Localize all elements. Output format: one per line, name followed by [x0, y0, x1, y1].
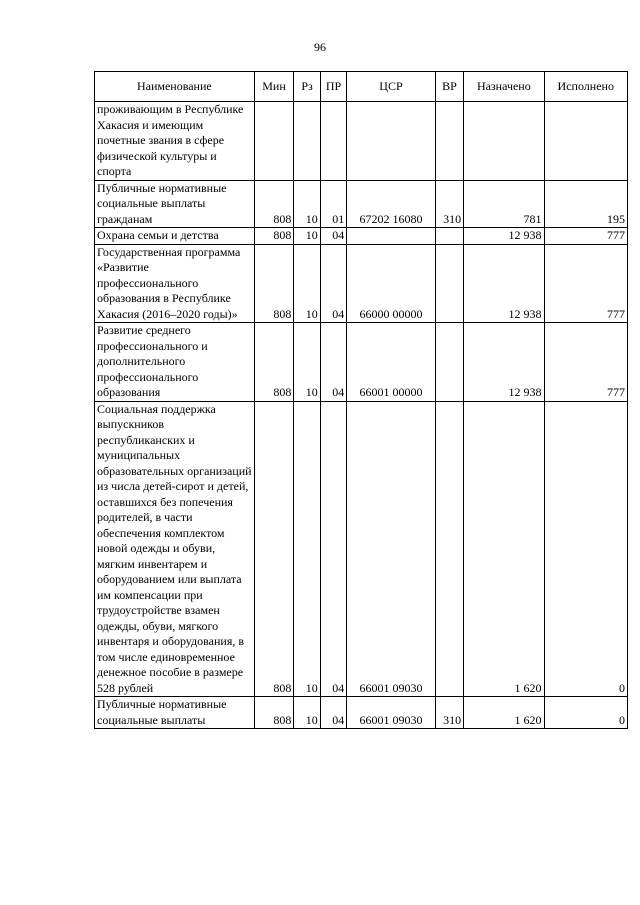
cell-name: Развитие среднего профессионального и дополнительного профессионального образования [95, 323, 255, 402]
cell-csr [347, 102, 435, 181]
cell-csr: 66001 09030 [347, 697, 435, 729]
cell-name: проживающим в Республике Хакасия и имеющим почетные звания в сфере физической культуры и спорта [95, 102, 255, 181]
cell-min: 808 [254, 244, 294, 323]
cell-executed: 195 [544, 180, 627, 228]
cell-name: Публичные нормативные социальные выплаты [95, 697, 255, 729]
cell-executed: 777 [544, 228, 627, 245]
cell-csr: 66000 00000 [347, 244, 435, 323]
cell-executed: 777 [544, 244, 627, 323]
cell-name: Публичные нормативные социальные выплаты гражданам [95, 180, 255, 228]
cell-assigned: 1 620 [464, 401, 544, 697]
table-row [95, 244, 628, 323]
cell-executed: 777 [544, 323, 627, 402]
header-assigned: Назначено [464, 72, 544, 102]
cell-assigned: 1 620 [464, 697, 544, 729]
cell-csr: 66001 00000 [347, 323, 435, 402]
cell-min: 808 [254, 228, 294, 245]
cell-executed: 0 [544, 697, 627, 729]
cell-vr [435, 401, 463, 697]
cell-assigned: 12 938 [464, 228, 544, 245]
header-min: Мин [254, 72, 294, 102]
cell-name: Социальная поддержка выпускников республиканских и муниципальных образовательных организаций из числа детей-сирот и детей, оставшихся без попечения родителей, в части обеспечения комплектом новой одежды и обуви, мягким инвентарем и оборудованием или выплата им компенсации при трудоустройстве взамен одежды, обуви, мягкого инвентаря и оборудования, в том числе единовременное денежное пособие в размере 528 рублей [95, 401, 255, 697]
table-row [95, 323, 628, 402]
cell-rz: 10 [294, 401, 320, 697]
budget-table [94, 71, 628, 729]
cell-csr: 67202 16080 [347, 180, 435, 228]
cell-rz: 10 [294, 228, 320, 245]
cell-min: 808 [254, 180, 294, 228]
cell-name: Государственная программа «Развитие профессионального образования в Республике Хакасия (2016–2020 годы)» [95, 244, 255, 323]
page-number: 96 [314, 40, 326, 54]
cell-vr [435, 323, 463, 402]
cell-vr [435, 244, 463, 323]
cell-vr [435, 102, 463, 181]
table-row [95, 102, 628, 181]
cell-min: 808 [254, 697, 294, 729]
header-name: Наименование [95, 72, 255, 102]
cell-csr [347, 228, 435, 245]
header-rz: Рз [294, 72, 320, 102]
cell-vr: 310 [435, 180, 463, 228]
cell-pr [320, 102, 346, 181]
cell-pr: 01 [320, 180, 346, 228]
header-csr: ЦСР [347, 72, 435, 102]
cell-pr: 04 [320, 401, 346, 697]
cell-pr: 04 [320, 228, 346, 245]
header-row [95, 72, 628, 102]
header-vr: ВР [435, 72, 463, 102]
header-pr: ПР [320, 72, 346, 102]
cell-pr: 04 [320, 697, 346, 729]
cell-executed [544, 102, 627, 181]
cell-pr: 04 [320, 323, 346, 402]
cell-rz: 10 [294, 180, 320, 228]
cell-assigned [464, 102, 544, 181]
cell-vr: 310 [435, 697, 463, 729]
cell-rz: 10 [294, 323, 320, 402]
cell-assigned: 12 938 [464, 244, 544, 323]
cell-rz [294, 102, 320, 181]
cell-min: 808 [254, 323, 294, 402]
cell-min [254, 102, 294, 181]
cell-executed: 0 [544, 401, 627, 697]
cell-rz: 10 [294, 244, 320, 323]
table-row [95, 697, 628, 729]
table-row [95, 228, 628, 245]
cell-assigned: 12 938 [464, 323, 544, 402]
cell-csr: 66001 09030 [347, 401, 435, 697]
cell-assigned: 781 [464, 180, 544, 228]
header-executed: Исполнено [544, 72, 627, 102]
cell-name: Охрана семьи и детства [95, 228, 255, 245]
table-row [95, 180, 628, 228]
cell-rz: 10 [294, 697, 320, 729]
cell-vr [435, 228, 463, 245]
table-row [95, 401, 628, 697]
cell-pr: 04 [320, 244, 346, 323]
cell-min: 808 [254, 401, 294, 697]
